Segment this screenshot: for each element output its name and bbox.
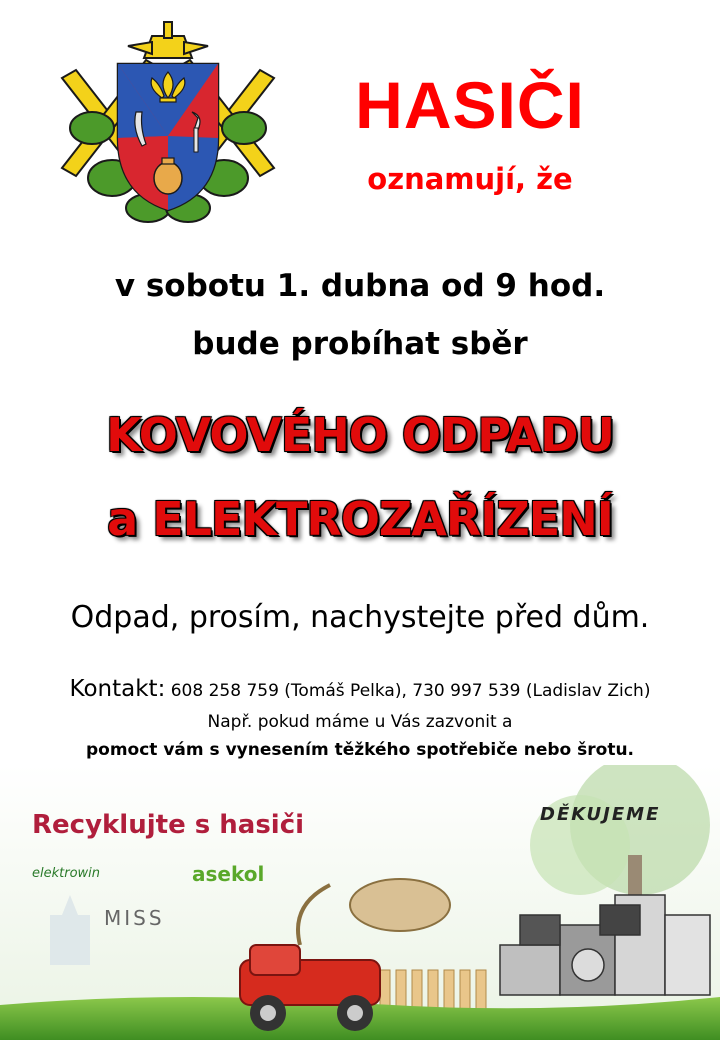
placement-request: Odpad, prosím, nachystejte před dům. bbox=[70, 600, 650, 635]
headline-metal-waste: KOVOVÉHO ODPADU bbox=[106, 408, 614, 462]
asekol-logo: asekol bbox=[192, 862, 265, 886]
contact-line bbox=[0, 676, 720, 702]
page-subtitle: oznamují, že bbox=[367, 162, 573, 196]
contact-note: Např. pokud máme u Vás zazvonit a bbox=[207, 712, 513, 732]
firefighters-crest-emblem bbox=[52, 18, 284, 228]
contact-note-bold: pomoct vám s vynesením těžkého spotřebiče nebo šrotu. bbox=[85, 740, 635, 760]
contact-label: Kontakt: bbox=[69, 676, 166, 702]
event-description: bude probíhat sběr bbox=[192, 326, 528, 362]
contact-numbers: 608 258 759 (Tomáš Pelka), 730 997 539 (Ladislav Zich) bbox=[170, 681, 651, 701]
event-date: v sobotu 1. dubna od 9 hod. bbox=[114, 268, 606, 304]
headline-electronics: a ELEKTROZAŘÍZENÍ bbox=[107, 492, 613, 546]
thanks-text: DĚKUJEME bbox=[540, 804, 661, 825]
miss-logo: MISS bbox=[104, 906, 165, 930]
page-title: HASIČI bbox=[355, 68, 585, 142]
recycle-slogan: Recyklujte s hasiči bbox=[32, 810, 305, 840]
elektrowin-logo: elektrowin bbox=[32, 866, 101, 881]
